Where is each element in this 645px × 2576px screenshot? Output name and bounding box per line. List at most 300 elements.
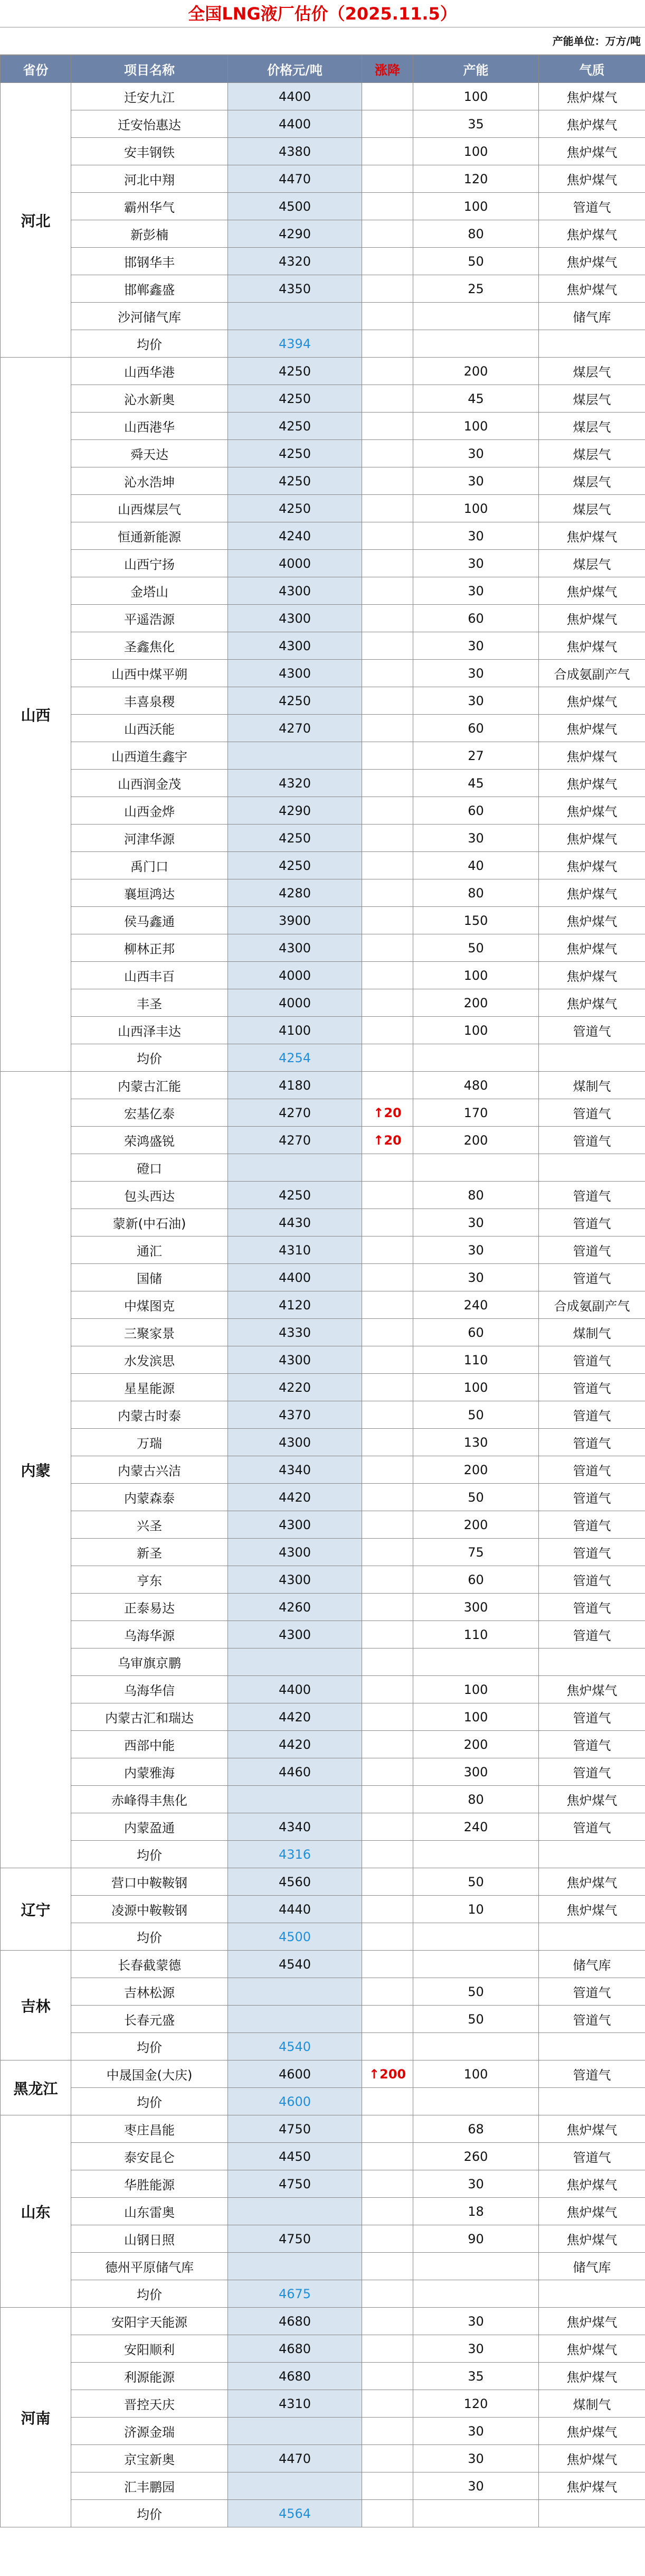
project-cell: 河津华源 xyxy=(71,825,228,852)
change-cell xyxy=(362,1594,413,1621)
table-row xyxy=(1,2363,645,2390)
project-cell: 内蒙盈通 xyxy=(71,1813,228,1841)
gas-cell: 管道气 xyxy=(539,1182,645,1209)
gas-cell: 管道气 xyxy=(539,1731,645,1758)
gas-cell: 焦炉煤气 xyxy=(539,577,645,605)
gas-cell: 合成氨副产气 xyxy=(539,660,645,687)
table-body xyxy=(1,83,645,2527)
project-cell: 邯郸鑫盛 xyxy=(71,275,228,303)
capacity-cell: 68 xyxy=(413,2115,539,2143)
capacity-cell: 60 xyxy=(413,715,539,742)
table-row xyxy=(1,2390,645,2418)
table-row xyxy=(1,2253,645,2280)
average-label: 均价 xyxy=(71,330,228,358)
price-cell: 4300 xyxy=(228,1621,362,1648)
table-row xyxy=(1,1951,645,1978)
project-cell: 沙河储气库 xyxy=(71,303,228,330)
project-cell: 山西宁扬 xyxy=(71,550,228,577)
capacity-cell: 30 xyxy=(413,2335,539,2363)
table-row xyxy=(1,220,645,248)
project-cell: 沁水新奥 xyxy=(71,385,228,413)
price-cell: 4240 xyxy=(228,522,362,550)
price-cell: 4420 xyxy=(228,1703,362,1731)
table-row xyxy=(1,1291,645,1319)
gas-cell: 管道气 xyxy=(539,1511,645,1539)
gas-cell: 管道气 xyxy=(539,1237,645,1264)
project-cell: 水发滨思 xyxy=(71,1346,228,1374)
change-cell xyxy=(362,1566,413,1594)
average-label: 均价 xyxy=(71,2280,228,2308)
gas-cell: 焦炉煤气 xyxy=(539,2115,645,2143)
change-cell xyxy=(362,1621,413,1648)
change-cell xyxy=(362,2170,413,2198)
change-cell xyxy=(362,467,413,495)
capacity-cell: 10 xyxy=(413,1896,539,1923)
average-label: 均价 xyxy=(71,2033,228,2060)
project-cell: 山西煤层气 xyxy=(71,495,228,522)
price-cell: 4250 xyxy=(228,467,362,495)
price-cell: 4500 xyxy=(228,193,362,220)
price-cell: 4290 xyxy=(228,797,362,825)
change-cell xyxy=(362,1209,413,1237)
project-cell: 兴圣 xyxy=(71,1511,228,1539)
gas-cell: 焦炉煤气 xyxy=(539,2472,645,2500)
capacity-cell: 80 xyxy=(413,879,539,907)
project-cell: 金塔山 xyxy=(71,577,228,605)
table-row xyxy=(1,138,645,165)
change-cell xyxy=(362,1841,413,1868)
capacity-cell: 30 xyxy=(413,550,539,577)
gas-cell: 管道气 xyxy=(539,1401,645,1429)
table-row xyxy=(1,797,645,825)
capacity-cell xyxy=(413,1951,539,1978)
price-cell: 4400 xyxy=(228,1264,362,1291)
table-row xyxy=(1,1346,645,1374)
price-cell: 4460 xyxy=(228,1758,362,1786)
table-row xyxy=(1,1594,645,1621)
gas-cell: 管道气 xyxy=(539,1566,645,1594)
price-cell: 4250 xyxy=(228,852,362,879)
table-row xyxy=(1,2308,645,2335)
table-row xyxy=(1,715,645,742)
gas-cell: 焦炉煤气 xyxy=(539,1868,645,1896)
table-row xyxy=(1,1896,645,1923)
price-cell: 4300 xyxy=(228,577,362,605)
province-cell: 山西 xyxy=(1,358,71,1072)
price-cell: 4300 xyxy=(228,1346,362,1374)
capacity-cell: 200 xyxy=(413,989,539,1017)
table-row xyxy=(1,522,645,550)
average-price: 4600 xyxy=(228,2088,362,2115)
gas-cell: 管道气 xyxy=(539,1429,645,1456)
change-cell xyxy=(362,879,413,907)
gas-cell xyxy=(539,2088,645,2115)
project-cell: 内蒙雅海 xyxy=(71,1758,228,1786)
average-row xyxy=(1,2033,645,2060)
table-row xyxy=(1,1648,645,1676)
average-price: 4316 xyxy=(228,1841,362,1868)
gas-cell: 焦炉煤气 xyxy=(539,522,645,550)
table-row xyxy=(1,110,645,138)
capacity-cell: 480 xyxy=(413,1072,539,1099)
capacity-cell: 300 xyxy=(413,1758,539,1786)
average-price: 4500 xyxy=(228,1923,362,1951)
capacity-cell xyxy=(413,1044,539,1072)
project-cell: 山西港华 xyxy=(71,413,228,440)
gas-cell: 管道气 xyxy=(539,1264,645,1291)
project-cell: 侯马鑫通 xyxy=(71,907,228,934)
change-cell xyxy=(362,2363,413,2390)
change-cell xyxy=(362,605,413,632)
project-cell: 济源金瑞 xyxy=(71,2418,228,2445)
price-cell xyxy=(228,2006,362,2033)
change-cell xyxy=(362,2445,413,2472)
gas-cell: 焦炉煤气 xyxy=(539,2445,645,2472)
change-cell xyxy=(362,550,413,577)
price-cell xyxy=(228,1786,362,1813)
price-cell: 4750 xyxy=(228,2170,362,2198)
price-cell: 4270 xyxy=(228,715,362,742)
gas-cell: 管道气 xyxy=(539,1621,645,1648)
price-cell xyxy=(228,303,362,330)
capacity-cell: 50 xyxy=(413,934,539,962)
change-cell xyxy=(362,2308,413,2335)
price-cell: 4300 xyxy=(228,934,362,962)
gas-cell: 煤制气 xyxy=(539,1319,645,1346)
table-row xyxy=(1,1264,645,1291)
capacity-cell xyxy=(413,1841,539,1868)
change-cell xyxy=(362,715,413,742)
capacity-cell: 240 xyxy=(413,1291,539,1319)
gas-cell: 焦炉煤气 xyxy=(539,989,645,1017)
project-cell: 晋控天庆 xyxy=(71,2390,228,2418)
table-row xyxy=(1,1319,645,1346)
change-cell xyxy=(362,2253,413,2280)
table-row xyxy=(1,2006,645,2033)
price-cell: 4260 xyxy=(228,1594,362,1621)
price-cell: 4680 xyxy=(228,2308,362,2335)
gas-cell xyxy=(539,1923,645,1951)
gas-cell: 煤层气 xyxy=(539,467,645,495)
table-row xyxy=(1,2198,645,2225)
table-row xyxy=(1,1566,645,1594)
project-cell: 德州平原储气库 xyxy=(71,2253,228,2280)
change-cell xyxy=(362,220,413,248)
change-cell xyxy=(362,2418,413,2445)
table-row xyxy=(1,962,645,989)
price-cell: 4340 xyxy=(228,1813,362,1841)
gas-cell: 管道气 xyxy=(539,1346,645,1374)
change-cell xyxy=(362,2033,413,2060)
capacity-cell: 100 xyxy=(413,495,539,522)
change-cell xyxy=(362,1017,413,1044)
project-cell: 赤峰得丰焦化 xyxy=(71,1786,228,1813)
price-cell xyxy=(228,1648,362,1676)
gas-cell: 管道气 xyxy=(539,1758,645,1786)
table-row xyxy=(1,550,645,577)
project-cell: 通汇 xyxy=(71,1237,228,1264)
gas-cell: 储气库 xyxy=(539,303,645,330)
table-row xyxy=(1,2170,645,2198)
table-row xyxy=(1,193,645,220)
change-cell xyxy=(362,1374,413,1401)
table-row xyxy=(1,770,645,797)
page-title: 全国LNG液厂估价（2025.11.5） xyxy=(0,0,645,27)
capacity-cell: 80 xyxy=(413,220,539,248)
gas-cell: 管道气 xyxy=(539,1456,645,1484)
change-cell xyxy=(362,83,413,110)
gas-cell: 管道气 xyxy=(539,2143,645,2170)
gas-cell xyxy=(539,1044,645,1072)
price-cell: 4320 xyxy=(228,248,362,275)
project-cell: 凌源中鞍鞍钢 xyxy=(71,1896,228,1923)
price-cell: 4400 xyxy=(228,110,362,138)
capacity-cell: 30 xyxy=(413,2418,539,2445)
capacity-cell: 100 xyxy=(413,193,539,220)
change-cell xyxy=(362,1951,413,1978)
change-cell xyxy=(362,1291,413,1319)
change-cell xyxy=(362,1648,413,1676)
price-cell: 4000 xyxy=(228,550,362,577)
capacity-cell xyxy=(413,330,539,358)
change-cell xyxy=(362,1429,413,1456)
project-cell: 西部中能 xyxy=(71,1731,228,1758)
capacity-cell xyxy=(413,303,539,330)
gas-cell xyxy=(539,1154,645,1182)
project-cell: 柳林正邦 xyxy=(71,934,228,962)
capacity-cell: 110 xyxy=(413,1621,539,1648)
table-row xyxy=(1,1154,645,1182)
gas-cell: 管道气 xyxy=(539,1374,645,1401)
gas-cell: 焦炉煤气 xyxy=(539,2198,645,2225)
capacity-cell: 100 xyxy=(413,1374,539,1401)
capacity-cell: 120 xyxy=(413,2390,539,2418)
price-cell: 4540 xyxy=(228,1951,362,1978)
capacity-cell: 300 xyxy=(413,1594,539,1621)
project-cell: 山西中煤平朔 xyxy=(71,660,228,687)
table-row xyxy=(1,248,645,275)
gas-cell: 管道气 xyxy=(539,1594,645,1621)
capacity-cell: 30 xyxy=(413,2170,539,2198)
change-cell xyxy=(362,1456,413,1484)
capacity-cell: 150 xyxy=(413,907,539,934)
price-cell: 4250 xyxy=(228,1182,362,1209)
change-cell xyxy=(362,1044,413,1072)
table-row xyxy=(1,83,645,110)
change-cell xyxy=(362,2006,413,2033)
price-cell: 4250 xyxy=(228,687,362,715)
project-cell: 长春元盛 xyxy=(71,2006,228,2033)
capacity-cell: 90 xyxy=(413,2225,539,2253)
average-label: 均价 xyxy=(71,1923,228,1951)
gas-cell: 管道气 xyxy=(539,1099,645,1127)
capacity-cell: 30 xyxy=(413,577,539,605)
project-cell: 内蒙古汇和瑞达 xyxy=(71,1703,228,1731)
project-cell: 新彭楠 xyxy=(71,220,228,248)
average-row xyxy=(1,2280,645,2308)
change-cell xyxy=(362,522,413,550)
change-cell: ↑20 xyxy=(362,1099,413,1127)
capacity-cell: 75 xyxy=(413,1539,539,1566)
change-cell xyxy=(362,825,413,852)
price-cell: 4300 xyxy=(228,1511,362,1539)
average-label: 均价 xyxy=(71,1044,228,1072)
project-cell: 山西丰百 xyxy=(71,962,228,989)
price-cell: 4250 xyxy=(228,413,362,440)
gas-cell: 管道气 xyxy=(539,2006,645,2033)
change-cell xyxy=(362,165,413,193)
change-cell xyxy=(362,797,413,825)
change-cell xyxy=(362,413,413,440)
change-cell xyxy=(362,440,413,467)
capacity-cell: 200 xyxy=(413,1127,539,1154)
average-row xyxy=(1,1044,645,1072)
average-row xyxy=(1,1923,645,1951)
gas-cell: 焦炉煤气 xyxy=(539,2418,645,2445)
capacity-cell: 60 xyxy=(413,1319,539,1346)
table-row xyxy=(1,1182,645,1209)
project-cell: 华胜能源 xyxy=(71,2170,228,2198)
capacity-cell: 30 xyxy=(413,522,539,550)
project-cell: 山西润金茂 xyxy=(71,770,228,797)
header-capacity: 产能 xyxy=(413,55,539,83)
gas-cell xyxy=(539,1648,645,1676)
price-cell: 4300 xyxy=(228,1566,362,1594)
change-cell xyxy=(362,385,413,413)
gas-cell: 焦炉煤气 xyxy=(539,2225,645,2253)
gas-cell: 焦炉煤气 xyxy=(539,605,645,632)
project-cell: 宏基亿泰 xyxy=(71,1099,228,1127)
change-cell xyxy=(362,110,413,138)
gas-cell: 管道气 xyxy=(539,1017,645,1044)
gas-cell: 合成氨副产气 xyxy=(539,1291,645,1319)
header-gas: 气质 xyxy=(539,55,645,83)
table-row xyxy=(1,577,645,605)
price-cell: 4600 xyxy=(228,2060,362,2088)
change-cell xyxy=(362,1978,413,2006)
price-cell: 4250 xyxy=(228,440,362,467)
table-row xyxy=(1,934,645,962)
price-cell: 4350 xyxy=(228,275,362,303)
project-cell: 内蒙古汇能 xyxy=(71,1072,228,1099)
table-row xyxy=(1,687,645,715)
price-cell: 3900 xyxy=(228,907,362,934)
capacity-cell: 45 xyxy=(413,385,539,413)
gas-cell: 焦炉煤气 xyxy=(539,138,645,165)
gas-cell: 煤层气 xyxy=(539,358,645,385)
table-row xyxy=(1,2060,645,2088)
capacity-cell: 60 xyxy=(413,797,539,825)
price-cell xyxy=(228,1154,362,1182)
table-row xyxy=(1,2418,645,2445)
change-cell xyxy=(362,2143,413,2170)
province-cell: 山东 xyxy=(1,2115,71,2308)
table-row xyxy=(1,1484,645,1511)
change-cell xyxy=(362,907,413,934)
capacity-cell: 30 xyxy=(413,1237,539,1264)
project-cell: 中煤图克 xyxy=(71,1291,228,1319)
gas-cell: 管道气 xyxy=(539,1127,645,1154)
change-cell xyxy=(362,1923,413,1951)
capacity-cell: 45 xyxy=(413,770,539,797)
table-row xyxy=(1,2472,645,2500)
average-label: 均价 xyxy=(71,1841,228,1868)
capacity-cell xyxy=(413,1154,539,1182)
change-cell xyxy=(362,1346,413,1374)
table-row xyxy=(1,907,645,934)
table-row xyxy=(1,2335,645,2363)
gas-cell: 煤制气 xyxy=(539,1072,645,1099)
price-cell: 4400 xyxy=(228,1676,362,1703)
project-cell: 沁水浩坤 xyxy=(71,467,228,495)
price-cell xyxy=(228,2253,362,2280)
change-cell xyxy=(362,1758,413,1786)
gas-cell: 焦炉煤气 xyxy=(539,934,645,962)
table-row xyxy=(1,1429,645,1456)
capacity-cell: 100 xyxy=(413,83,539,110)
capacity-cell: 100 xyxy=(413,962,539,989)
table-row xyxy=(1,852,645,879)
project-cell: 内蒙森泰 xyxy=(71,1484,228,1511)
change-cell xyxy=(362,687,413,715)
project-cell: 泰安昆仑 xyxy=(71,2143,228,2170)
price-cell: 4100 xyxy=(228,1017,362,1044)
table-row xyxy=(1,303,645,330)
capacity-cell: 100 xyxy=(413,138,539,165)
table-row xyxy=(1,1072,645,1099)
average-price: 4675 xyxy=(228,2280,362,2308)
capacity-cell: 60 xyxy=(413,1566,539,1594)
change-cell xyxy=(362,1484,413,1511)
price-cell xyxy=(228,2198,362,2225)
price-cell: 4330 xyxy=(228,1319,362,1346)
price-cell: 4300 xyxy=(228,1429,362,1456)
average-label: 均价 xyxy=(71,2500,228,2527)
gas-cell: 管道气 xyxy=(539,1484,645,1511)
gas-cell: 管道气 xyxy=(539,1978,645,2006)
change-cell xyxy=(362,1703,413,1731)
capacity-cell: 200 xyxy=(413,1511,539,1539)
capacity-cell: 35 xyxy=(413,110,539,138)
project-cell: 邯钢华丰 xyxy=(71,248,228,275)
price-cell: 4280 xyxy=(228,879,362,907)
project-cell: 迁安怡惠达 xyxy=(71,110,228,138)
capacity-cell: 80 xyxy=(413,1182,539,1209)
project-cell: 山东雷奥 xyxy=(71,2198,228,2225)
price-cell: 4220 xyxy=(228,1374,362,1401)
gas-cell xyxy=(539,1841,645,1868)
change-cell xyxy=(362,934,413,962)
table-row xyxy=(1,467,645,495)
project-cell: 乌审旗京鹏 xyxy=(71,1648,228,1676)
project-cell: 蒙新(中石油) xyxy=(71,1209,228,1237)
table-row xyxy=(1,1456,645,1484)
price-cell: 4300 xyxy=(228,605,362,632)
table-row xyxy=(1,413,645,440)
project-cell: 河北中翔 xyxy=(71,165,228,193)
change-cell xyxy=(362,2198,413,2225)
table-row xyxy=(1,1127,645,1154)
project-cell: 山钢日照 xyxy=(71,2225,228,2253)
price-cell xyxy=(228,742,362,770)
change-cell xyxy=(362,358,413,385)
average-label: 均价 xyxy=(71,2088,228,2115)
project-cell: 圣鑫焦化 xyxy=(71,632,228,660)
gas-cell: 焦炉煤气 xyxy=(539,1786,645,1813)
table-row xyxy=(1,1868,645,1896)
price-cell: 4750 xyxy=(228,2225,362,2253)
header-price: 价格元/吨 xyxy=(228,55,362,83)
